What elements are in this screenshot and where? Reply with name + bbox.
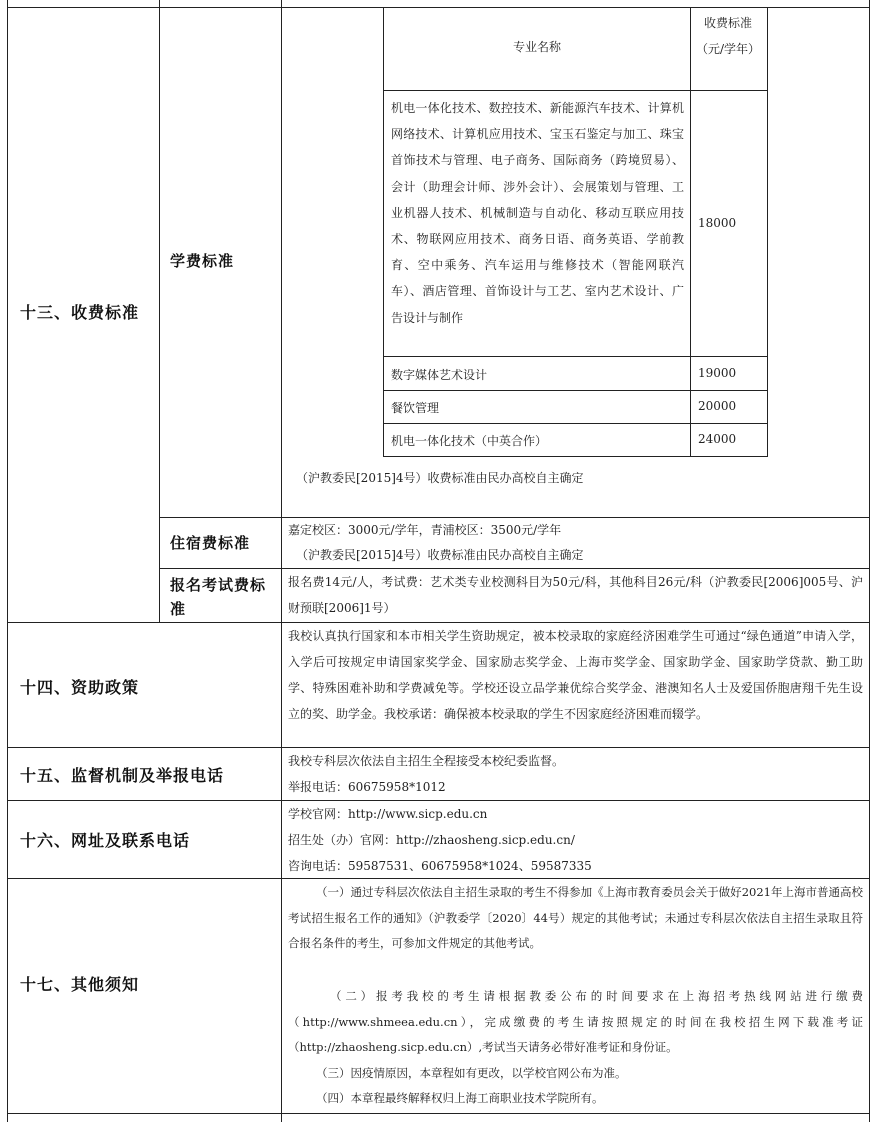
fee-header-major: 专业名称 [512, 40, 561, 54]
fee-table-header-bottom [383, 90, 768, 91]
fee-row-major: 餐饮管理 [391, 401, 440, 415]
section-15-title: 十五、监督机制及举报电话 [20, 766, 225, 785]
section-17-title: 十七、其他须知 [20, 975, 140, 994]
aid-policy-text: 我校认真执行国家和本市相关学生资助规定，被本校录取的家庭经济困难学生可通过“绿色通道”申请入学，入学后可按规定申请国家奖学金、国家励志奖学金、上海市奖学金、国家助学金、国家助学贷款、勤工助学、特殊困难补助和学费减免等。学校还设立品学兼优综合奖学金、港澳知名人士及爱国侨胞唐翔千先生设立的奖、助学金。我校承诺：确保被本校录取的学生不因家庭经济困难而辍学。 [288, 629, 863, 721]
fee-row-major: 机电一体化技术（中英合作） [391, 434, 548, 448]
fee-row-value: 20000 [698, 399, 737, 413]
report-phone: 举报电话：60675958*1012 [288, 780, 446, 794]
fee-table-right [767, 7, 768, 457]
dorm-label: 住宿费标准 [170, 534, 251, 552]
section-14-title: 十四、资助政策 [20, 678, 140, 697]
section-13-title: 十三、收费标准 [20, 303, 140, 322]
dorm-note: （沪教委民[2015]4号）收费标准由民办高校自主确定 [296, 548, 584, 562]
supervision-text: 我校专科层次依法自主招生全程接受本校纪委监督。 [288, 754, 565, 768]
school-website[interactable]: 学校官网：http://www.sicp.edu.cn [288, 807, 488, 821]
section13-divider [159, 0, 160, 622]
fee-header-fee: 收费标准（元/学年） [696, 16, 761, 56]
fee-table-middle [690, 7, 691, 457]
notice-paragraph-2: （二）报考我校的考生请根据教委公布的时间要求在上海招考热线网站进行缴费（http://www.shmeea.edu.cn），完成缴费的考生请按照规定的时间在我校招生网下载准考证（http://zhaosheng.sicp.edu.cn）,考试当天请务必带好准考证和身份证。 [288, 989, 863, 1054]
consult-phone: 咨询电话：59587531、60675958*1024、59587335 [288, 859, 592, 873]
fee-row-value: 18000 [698, 216, 737, 230]
notice-paragraph-4: （四）本章程最终解释权归上海工商职业技术学院所有。 [316, 1091, 604, 1105]
table-border-left [7, 0, 8, 1122]
right-column-divider [281, 622, 282, 1122]
fee-table-bottom [383, 456, 768, 457]
fee-table-row1-bottom [383, 356, 768, 357]
section-16-title: 十六、网址及联系电话 [20, 831, 191, 850]
section13-subdivider [281, 0, 282, 622]
bottom-border [7, 1113, 870, 1114]
notice-paragraph-1: （一）通过专科层次依法自主招生录取的考生不得参加《上海市教育委员会关于做好2021年上海市普通高校考试招生报名工作的通知》（沪教委学〔2020〕44号）规定的其他考试；未通过专科层次依法自主招生录取且符合报名条件的考生，可参加文件规定的其他考试。 [288, 885, 863, 950]
fee-table-row3-bottom [383, 423, 768, 424]
tuition-note: （沪教委民[2015]4号）收费标准由民办高校自主确定 [296, 471, 584, 485]
fee-row-value: 24000 [698, 432, 737, 446]
dorm-fees: 嘉定校区：3000元/学年，青浦校区：3500元/学年 [288, 523, 562, 537]
fee-table-top [383, 7, 768, 8]
exam-fees: 报名费14元/人，考试费：艺术类专业校测科目为50元/科，其他科目26元/科（沪教委民[2006]005号、沪财预联[2006]1号） [288, 575, 863, 615]
fee-row-major: 数字媒体艺术设计 [391, 368, 488, 382]
table-border-right [869, 0, 870, 1122]
fee-table-row2-bottom [383, 390, 768, 391]
exam-label: 报名考试费标准 [170, 576, 267, 618]
fee-row-major: 机电一体化技术、数控技术、新能源汽车技术、计算机网络技术、计算机应用技术、宝玉石鉴定与加工、珠宝首饰技术与管理、电子商务、国际商务（跨境贸易）、会计（助理会计师、涉外会计）、会展策划与管理、工业机器人技术、机械制造与自动化、移动互联应用技术、物联网应用技术、商务日语、商务英语、学前教育、空中乘务、汽车运用与维修技术（智能网联汽车）、酒店管理、首饰设计与工艺、室内艺术设计、广告设计与制作 [391, 101, 684, 325]
tuition-label: 学费标准 [170, 252, 235, 270]
fee-table-left [383, 7, 384, 457]
fee-row-value: 19000 [698, 366, 737, 380]
admissions-website[interactable]: 招生处（办）官网：http://zhaosheng.sicp.edu.cn/ [288, 833, 575, 847]
notice-paragraph-3: （三）因疫情原因，本章程如有更改，以学校官网公布为准。 [316, 1066, 627, 1080]
